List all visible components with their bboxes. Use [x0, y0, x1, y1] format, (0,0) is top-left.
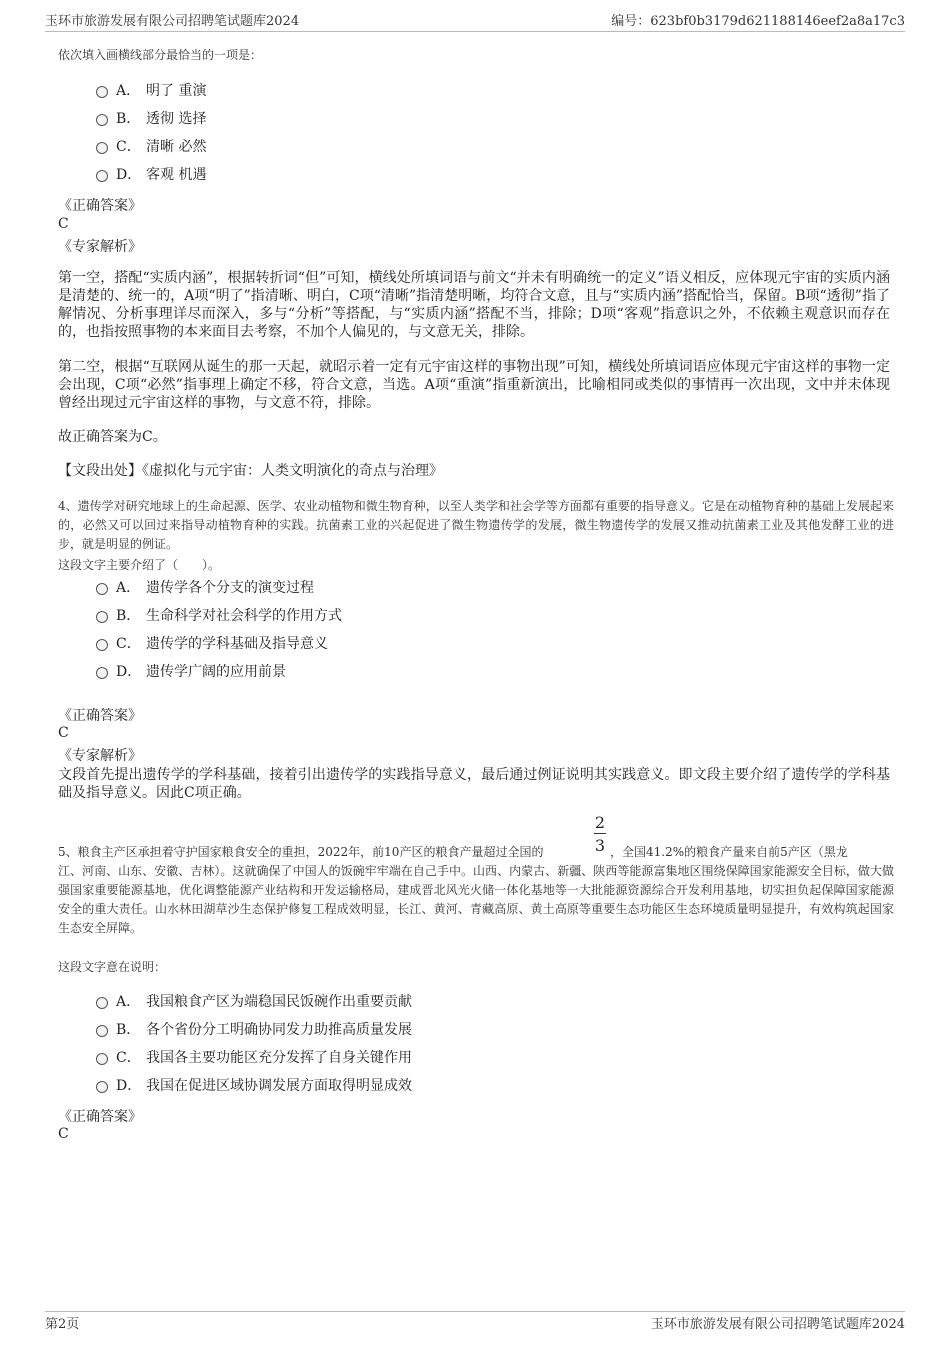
q3-option-d[interactable]: D． 客观 机遇	[96, 165, 596, 185]
q4-passage: 4、遗传学对研究地球上的生命起源、医学、农业动植物和微生物育种，以至人类学和社会学等方面都有重要的指导意义。它是在动植物育种的基础上发展起来的，必然又可以回过来指导动植物育种的实践。抗菌素工业的兴起促进了微生物遗传学的发展，微生物遗传学的发展又推动抗菌素工业及其他发酵工业的进步，就是明显的例证。	[58, 499, 894, 551]
q5-question: 这段文字意在说明：	[58, 960, 167, 974]
footer-divider	[45, 1311, 905, 1312]
page-number: 第2页	[45, 1317, 80, 1332]
footer-title: 玉环市旅游发展有限公司招聘笔试题库2024	[650, 1317, 905, 1332]
q5-option-d[interactable]: D． 我国在促进区域协调发展方面取得明显成效	[96, 1076, 596, 1096]
radio-icon[interactable]	[96, 86, 108, 98]
radio-icon[interactable]	[96, 997, 108, 1009]
q3-answer-label: 《正确答案》	[58, 198, 142, 214]
radio-icon[interactable]	[96, 583, 108, 595]
q4-option-a[interactable]: A． 遗传学各个分支的演变过程	[96, 578, 596, 598]
q4-analysis-label: 《专家解析》	[58, 748, 142, 764]
q5-passage-head-tail: ，全国41.2%的粮食产量来自前5产区（黑龙	[610, 845, 848, 859]
q5-answer-label: 《正确答案》	[58, 1109, 142, 1125]
q4-answer-label: 《正确答案》	[58, 708, 142, 724]
q3-option-a[interactable]: A． 明了 重演	[96, 81, 596, 101]
q5-option-b[interactable]: B． 各个省份分工明确协同发力助推高质量发展	[96, 1020, 596, 1040]
radio-icon[interactable]	[96, 170, 108, 182]
radio-icon[interactable]	[96, 1025, 108, 1037]
q3-prompt: 依次填入画横线部分最恰当的一项是：	[58, 48, 263, 62]
header-doc-id: 编号：623bf0b3179d621188146eef2a8a17c3	[611, 14, 905, 29]
q3-analysis-paragraph-3: 故正确答案为C。	[58, 429, 167, 445]
q4-answer: C	[58, 725, 69, 741]
q3-analysis-paragraph-1: 第一空，搭配“实质内涵”，根据转折词“但”可知，横线处所填词语与前文“并未有明确统一的定义”语义相反，应体现元宇宙的实质内涵是清楚的、统一的，A项“明了”指清晰、明白，C项“清晰”指清楚明晰，均符合文意，且与“实质内涵”搭配恰当，保留。B项“透彻”指了解情况、分析事理详尽而深入，多与“分析”等搭配，与“实质内涵”搭配不当，排除；D项“客观”指意识之外，不依赖主观意识而存在的，也指按照事物的本来面目去考察，不加个人偏见的，与文意无关，排除。	[58, 270, 890, 340]
q3-option-b[interactable]: B． 透彻 选择	[96, 109, 596, 129]
q4-option-d[interactable]: D． 遗传学广阔的应用前景	[96, 662, 596, 682]
radio-icon[interactable]	[96, 611, 108, 623]
radio-icon[interactable]	[96, 639, 108, 651]
q4-question: 这段文字主要介绍了（ ）。	[58, 558, 221, 572]
q5-answer: C	[58, 1126, 69, 1142]
fraction-numerator: 2	[594, 813, 606, 832]
q5-passage-head: 5、粮食主产区承担着守护国家粮食安全的重担，2022年，前10产区的粮食产量超过全国的	[58, 845, 544, 859]
q4-analysis: 文段首先提出遗传学的学科基础，接着引出遗传学的实践指导意义，最后通过例证说明其实践意义。即文段主要介绍了遗传学的学科基础及指导意义。因此C项正确。	[58, 767, 890, 801]
q5-option-a[interactable]: A． 我国粮食产区为端稳国民饭碗作出重要贡献	[96, 992, 596, 1012]
q3-option-c[interactable]: C． 清晰 必然	[96, 137, 596, 157]
q4-option-b[interactable]: B． 生命科学对社会科学的作用方式	[96, 606, 596, 626]
q3-analysis-label: 《专家解析》	[58, 239, 142, 255]
radio-icon[interactable]	[96, 1053, 108, 1065]
radio-icon[interactable]	[96, 114, 108, 126]
q3-answer: C	[58, 216, 69, 232]
header-title: 玉环市旅游发展有限公司招聘笔试题库2024	[45, 14, 300, 29]
radio-icon[interactable]	[96, 667, 108, 679]
q3-source: 【文段出处】《虚拟化与元宇宙：人类文明演化的奇点与治理》	[58, 463, 443, 479]
q5-option-c[interactable]: C． 我国各主要功能区充分发挥了自身关键作用	[96, 1048, 596, 1068]
radio-icon[interactable]	[96, 1081, 108, 1093]
q4-option-c[interactable]: C． 遗传学的学科基础及指导意义	[96, 634, 596, 654]
radio-icon[interactable]	[96, 142, 108, 154]
q5-passage: 江、河南、山东、安徽、吉林）。这就确保了中国人的饭碗牢牢端在自己手中。山西、内蒙古、新疆、陕西等能源富集地区围绕保障国家能源安全目标，做大做强国家重要能源基地，优化调整能源产业结构和开发运输格局，建成晋北风光火储一体化基地等一大批能源资源综合开发利用基地，切实担负起保障国家能源安全的重大责任。山水林田湖草沙生态保护修复工程成效明显，长江、黄河、青藏高原、黄土高原等重要生态功能区生态环境质量明显提升，有效构筑起国家生态安全屏障。	[58, 864, 894, 935]
q3-analysis-paragraph-2: 第二空，根据“互联网从诞生的那一天起，就昭示着一定有元宇宙这样的事物出现”可知，横线处所填词语应体现元宇宙这样的事物一定会出现，C项“必然”指事理上确定不移，符合文意，当选。A项“重演”指重新演出，比喻相同或类似的事情再一次出现，文中并未体现曾经出现过元宇宙这样的事物，与文意不符，排除。	[58, 359, 890, 411]
fraction-bar	[594, 833, 606, 834]
header-divider	[45, 31, 905, 32]
fraction-denominator: 3	[594, 836, 606, 855]
